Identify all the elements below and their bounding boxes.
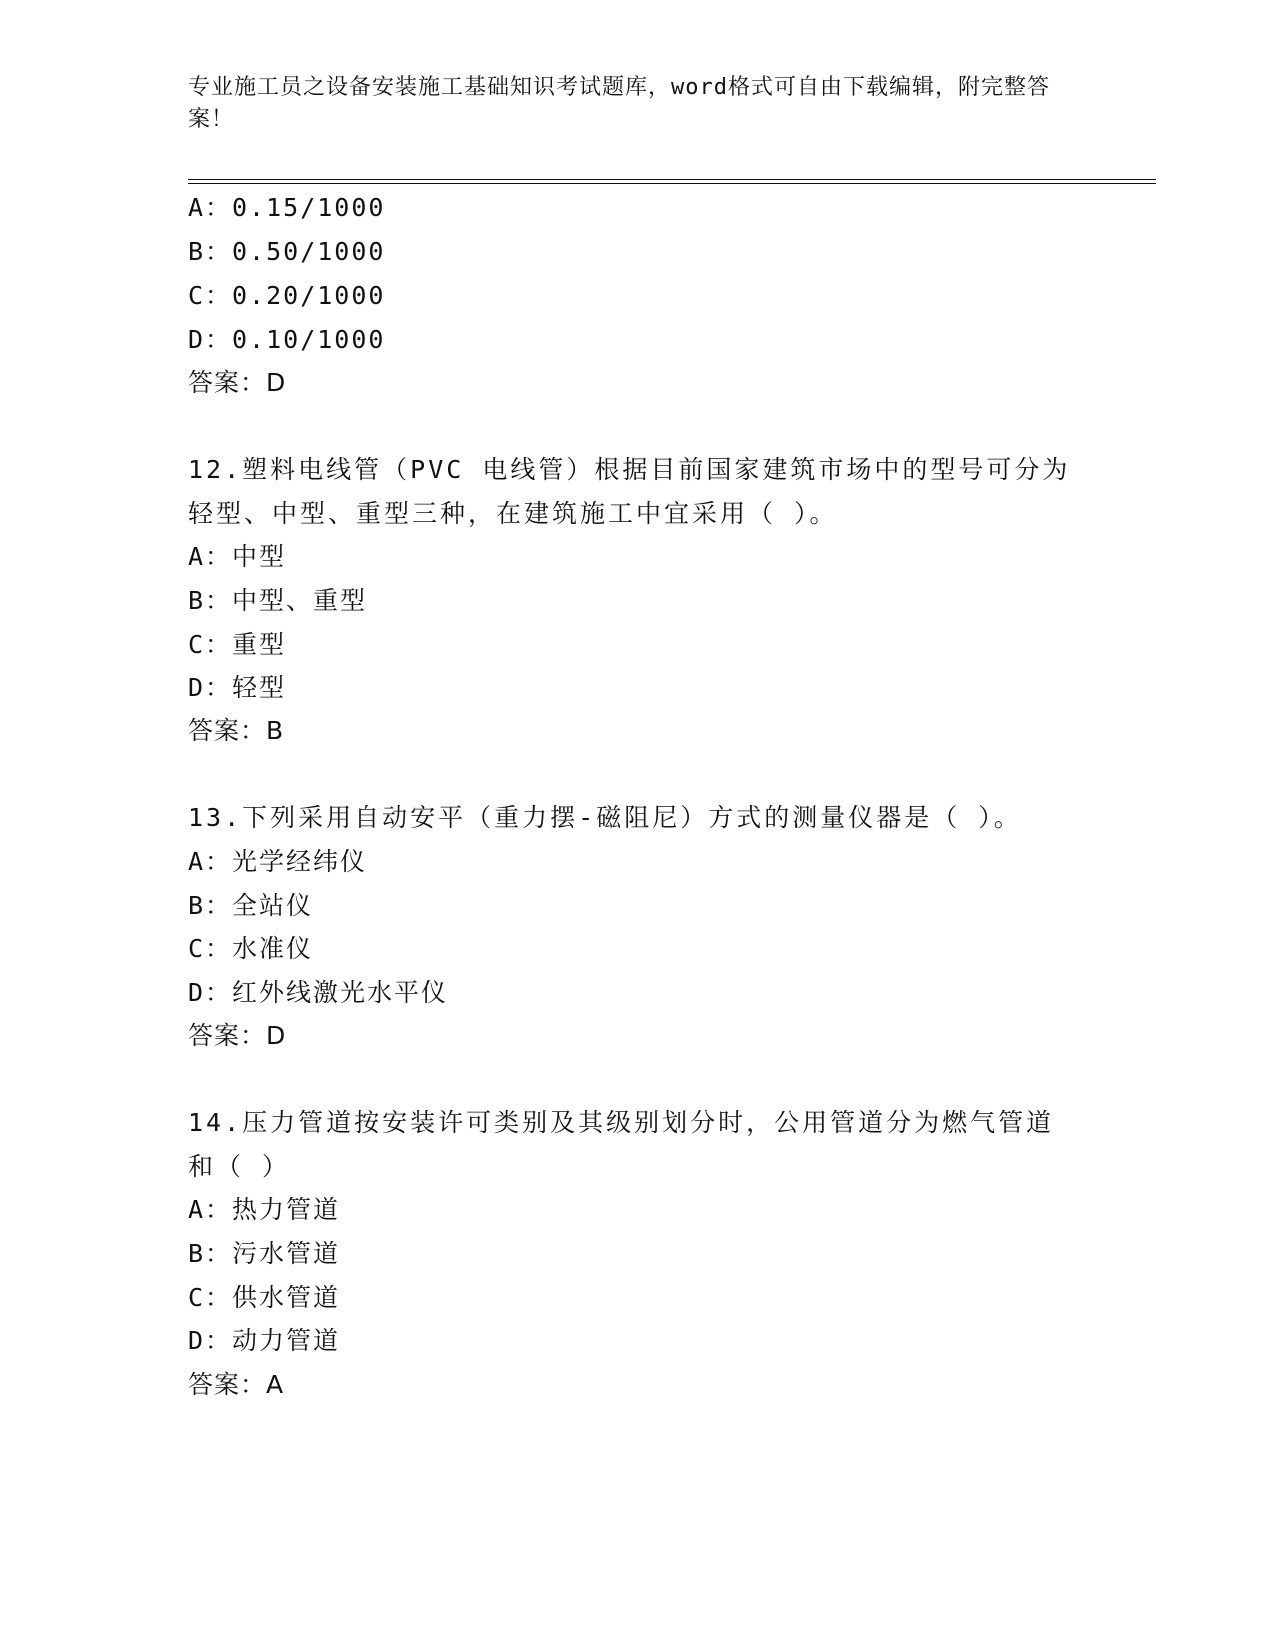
- option-text: 0.20/1000: [232, 281, 386, 310]
- option-row: [188, 235, 385, 269]
- option-row: [188, 279, 385, 313]
- option-text: 热力管道: [232, 1195, 341, 1224]
- option-text: 中型、重型: [232, 586, 368, 615]
- option-text: 动力管道: [232, 1326, 341, 1355]
- option-label: A：: [188, 1195, 233, 1224]
- header-divider-top: [188, 179, 1156, 180]
- option-label: B：: [188, 891, 233, 920]
- option-row: [188, 1324, 340, 1358]
- option-label: B：: [188, 1239, 233, 1268]
- option-row: [188, 584, 367, 618]
- option-label: D：: [188, 673, 233, 702]
- document-header: 专业施工员之设备安装施工基础知识考试题库，word格式可自由下载编辑，附完整答案！: [188, 75, 1050, 132]
- option-label: D：: [188, 978, 233, 1007]
- option-label: C：: [188, 630, 233, 659]
- question-text-continued: 轻型、中型、重型三种，在建筑施工中宜采用（ ）。: [188, 499, 838, 528]
- option-label: A：: [188, 847, 233, 876]
- option-text: 污水管道: [232, 1239, 341, 1268]
- option-text: 0.50/1000: [232, 237, 386, 266]
- option-row: [188, 889, 313, 923]
- option-text: 水准仪: [232, 934, 314, 963]
- option-text: 0.10/1000: [232, 325, 386, 354]
- option-row: [188, 976, 448, 1010]
- option-label: A：: [188, 542, 233, 571]
- option-text: 全站仪: [232, 891, 314, 920]
- option-label: C：: [188, 1283, 233, 1312]
- option-text: 供水管道: [232, 1283, 341, 1312]
- option-row: [188, 1281, 340, 1315]
- option-row: [188, 323, 385, 357]
- answer-line: 答案：D: [188, 368, 287, 397]
- option-row: [188, 1193, 340, 1227]
- option-row: [188, 540, 286, 574]
- option-text: 红外线激光水平仪: [232, 978, 449, 1007]
- option-label: D：: [188, 325, 233, 354]
- option-row: [188, 191, 385, 225]
- option-row: [188, 845, 367, 879]
- option-label: B：: [188, 237, 233, 266]
- header-divider-bottom: [188, 183, 1156, 184]
- answer-line: 答案：B: [188, 716, 285, 745]
- option-text: 光学经纬仪: [232, 847, 368, 876]
- question-text-continued: 和（ ）: [188, 1152, 291, 1181]
- option-label: C：: [188, 281, 233, 310]
- answer-line: 答案：A: [188, 1370, 285, 1399]
- question-text: 14.压力管道按安装许可类别及其级别划分时，公用管道分为燃气管道: [188, 1108, 1055, 1137]
- option-label: C：: [188, 934, 233, 963]
- answer-line: 答案：D: [188, 1021, 287, 1050]
- option-text: 0.15/1000: [232, 193, 386, 222]
- option-label: D：: [188, 1326, 233, 1355]
- option-label: A：: [188, 193, 233, 222]
- question-text: 12.塑料电线管（PVC 电线管）根据目前国家建筑市场中的型号可分为: [188, 455, 1071, 484]
- option-text: 中型: [232, 542, 287, 571]
- option-row: [188, 671, 286, 705]
- option-label: B：: [188, 586, 233, 615]
- option-row: [188, 1237, 340, 1271]
- option-row: [188, 932, 313, 966]
- question-text: 13.下列采用自动安平（重力摆-磁阻尼）方式的测量仪器是（ ）。: [188, 803, 1022, 832]
- option-text: 轻型: [232, 673, 287, 702]
- option-text: 重型: [232, 630, 287, 659]
- option-row: [188, 628, 286, 662]
